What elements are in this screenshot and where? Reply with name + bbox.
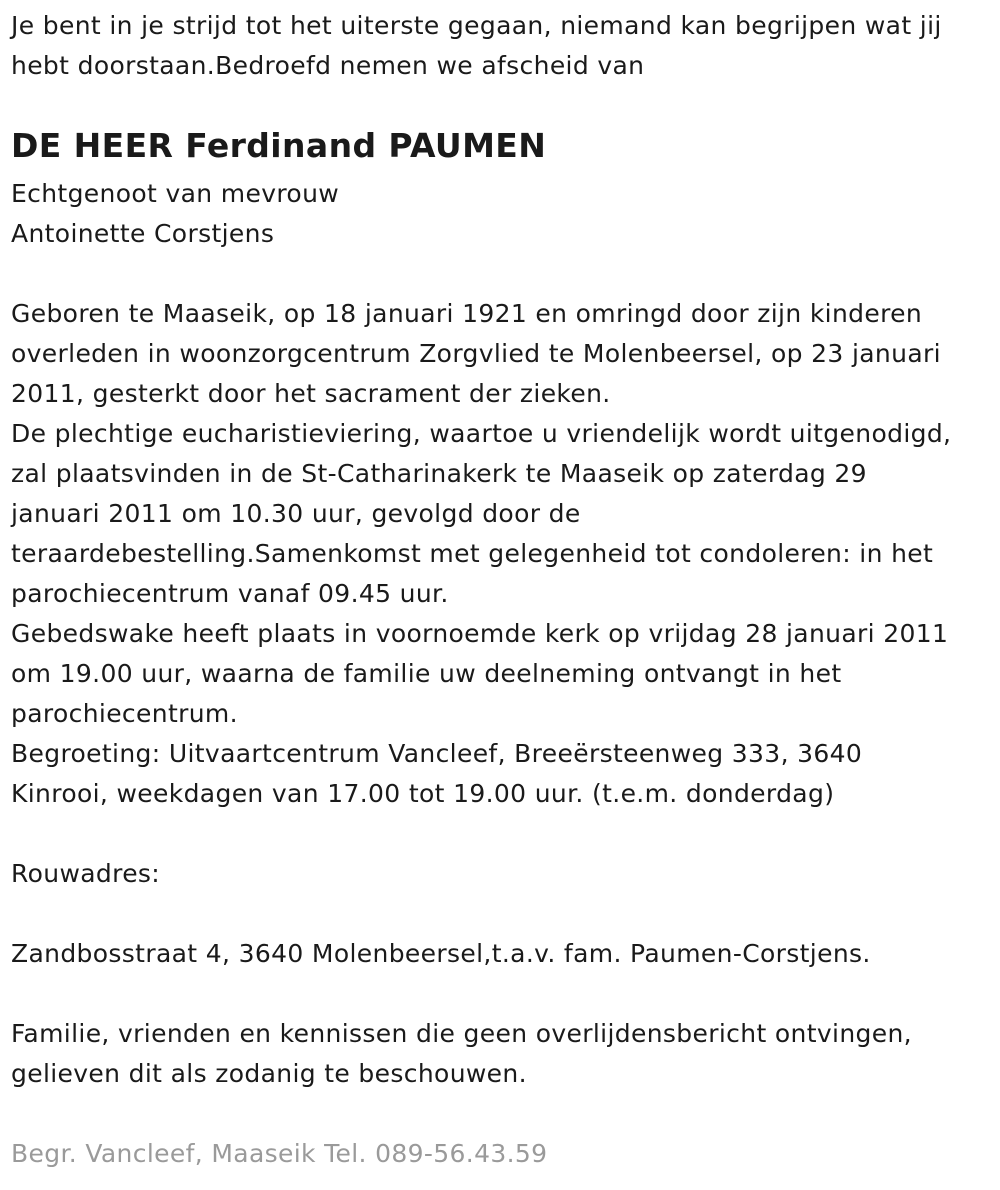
body-line-4: De plechtige eucharistieviering, waartoe u vriendelijk wordt uitgenodigd, <box>11 419 952 448</box>
address-label: Rouwadres: <box>11 859 161 888</box>
address-text: Zandbosstraat 4, 3640 Molenbeersel,t.a.v. fam. Paumen-Corstjens. <box>11 939 871 968</box>
deceased-name: DE HEER Ferdinand PAUMEN <box>11 126 547 165</box>
body-line-2: overleden in woonzorgcentrum Zorgvlied te Molenbeersel, op 23 januari <box>11 339 941 368</box>
body-line-1: Geboren te Maaseik, op 18 januari 1921 en omringd door zijn kinderen <box>11 299 923 328</box>
body-line-7: teraardebestelling.Samenkomst met gelegenheid tot condoleren: in het <box>11 539 934 568</box>
body-line-10: om 19.00 uur, waarna de familie uw deelneming ontvangt in het <box>11 659 842 688</box>
body-line-13: Kinrooi, weekdagen van 17.00 tot 19.00 uur. (t.e.m. donderdag) <box>11 779 835 808</box>
intro-line-1: Je bent in je strijd tot het uiterste gegaan, niemand kan begrijpen wat jij <box>11 11 942 40</box>
funeral-home-footer: Begr. Vancleef, Maaseik Tel. 089-56.43.59 <box>11 1139 548 1168</box>
body-line-12: Begroeting: Uitvaartcentrum Vancleef, Breeërsteenweg 333, 3640 <box>11 739 863 768</box>
notice-line-2: gelieven dit als zodanig te beschouwen. <box>11 1059 527 1088</box>
body-line-11: parochiecentrum. <box>11 699 238 728</box>
body-line-3: 2011, gesterkt door het sacrament der zieken. <box>11 379 611 408</box>
spouse-line-2: Antoinette Corstjens <box>11 219 275 248</box>
intro-line-2: hebt doorstaan.Bedroefd nemen we afscheid van <box>11 51 645 80</box>
body-line-6: januari 2011 om 10.30 uur, gevolgd door de <box>11 499 581 528</box>
body-line-8: parochiecentrum vanaf 09.45 uur. <box>11 579 449 608</box>
spouse-line-1: Echtgenoot van mevrouw <box>11 179 340 208</box>
body-line-5: zal plaatsvinden in de St-Catharinakerk te Maaseik op zaterdag 29 <box>11 459 867 488</box>
notice-line-1: Familie, vrienden en kennissen die geen overlijdensbericht ontvingen, <box>11 1019 912 1048</box>
body-line-9: Gebedswake heeft plaats in voornoemde kerk op vrijdag 28 januari 2011 <box>11 619 949 648</box>
